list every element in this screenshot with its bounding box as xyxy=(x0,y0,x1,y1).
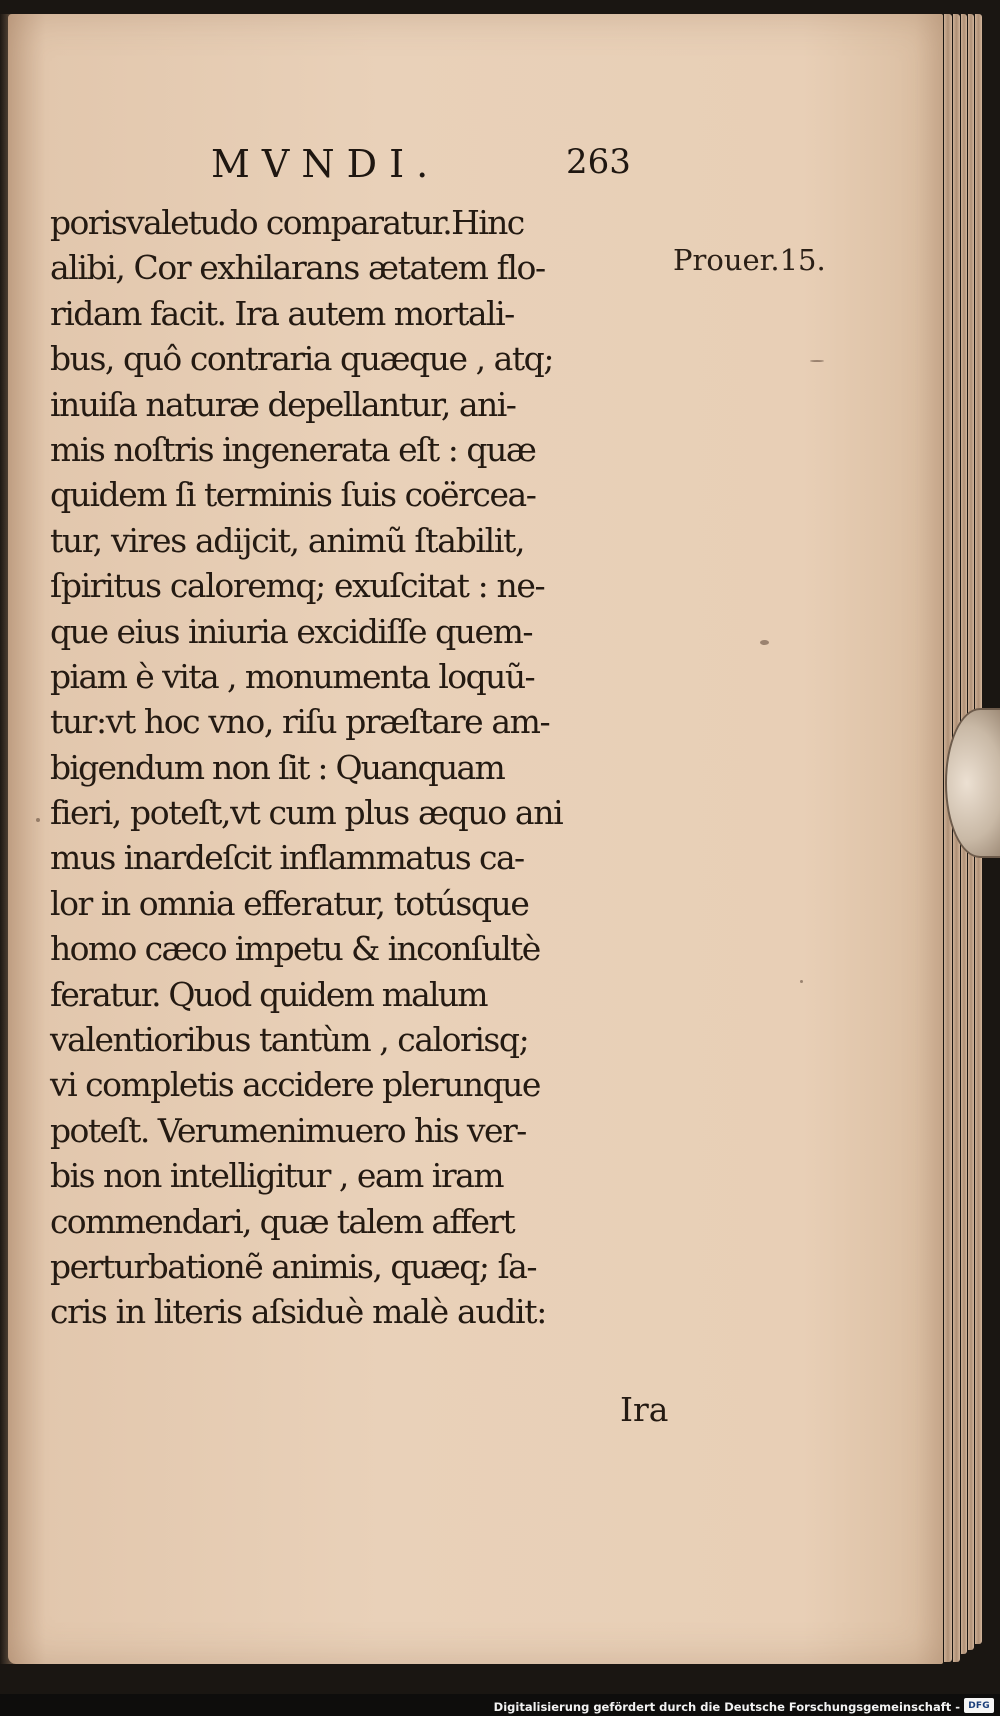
funding-credit: Digitalisierung gefördert durch die Deutsche Forschungsgemeinschaft - xyxy=(493,1700,960,1714)
ink-speck xyxy=(760,640,769,645)
text-line: cris in literis aſsiduè malè audit: xyxy=(50,1292,546,1332)
text-body xyxy=(50,200,690,1335)
text-line: bis non intelligitur , eam iram xyxy=(50,1156,504,1196)
ink-speck xyxy=(810,360,824,362)
text-line: fieri, poteſt,vt cum plus æquo ani xyxy=(50,793,563,833)
text-line: poteſt. Verumenimuero his ver- xyxy=(50,1110,526,1150)
text-line: bigendum non ſit : Quanquam xyxy=(50,747,505,787)
text-line: commendari, quæ talem affert xyxy=(50,1201,514,1241)
running-head: MVNDI. xyxy=(211,142,441,186)
text-line: lor in omnia efferatur, totúsque xyxy=(50,883,529,923)
text-line: ridam facit. Ira autem mortali- xyxy=(50,293,514,333)
text-line: piam è vita , monumenta loquũ- xyxy=(50,656,535,696)
text-line: perturbationẽ animis, quæq; ſa- xyxy=(50,1246,536,1286)
text-line: que eius iniuria excidiſſe quem- xyxy=(50,611,533,651)
marginal-note: Prouer.15. xyxy=(673,243,826,277)
text-line: ſpiritus caloremq; exuſcitat : ne- xyxy=(50,566,545,606)
text-line: quidem ſi terminis ſuis coërcea- xyxy=(50,475,536,515)
text-line: feratur. Quod quidem malum xyxy=(50,974,487,1014)
text-line: bus, quô contraria quæque , atq; xyxy=(50,339,553,379)
ink-speck xyxy=(36,818,40,822)
text-line: alibi, Cor exhilarans ætatem flo- xyxy=(50,248,545,288)
text-line: homo cæco impetu & inconſultè xyxy=(50,929,540,969)
page-header xyxy=(46,142,666,192)
text-line: vi completis accidere plerunque xyxy=(50,1065,540,1105)
text-line: inuiſa naturæ depellantur, ani- xyxy=(50,384,516,424)
text-line: porisvaletudo comparatur.Hinc xyxy=(50,203,524,242)
page-number: 263 xyxy=(566,142,631,182)
text-line: valentioribus tantùm , calorisq; xyxy=(50,1020,529,1060)
footer-bar xyxy=(0,1694,1000,1716)
page-edge xyxy=(944,14,952,1662)
catchword: Ira xyxy=(620,1390,669,1429)
text-line: tur, vires adijcit, animũ ſtabilit, xyxy=(50,520,525,560)
dfg-logo-icon: DFG xyxy=(964,1698,994,1713)
text-line: mis noſtris ingenerata eſt : quæ xyxy=(50,429,536,469)
ink-speck xyxy=(800,980,803,983)
text-line: tur:vt hoc vno, riſu præſtare am- xyxy=(50,702,550,742)
text-line: mus inardeſcit inflammatus ca- xyxy=(50,838,524,878)
